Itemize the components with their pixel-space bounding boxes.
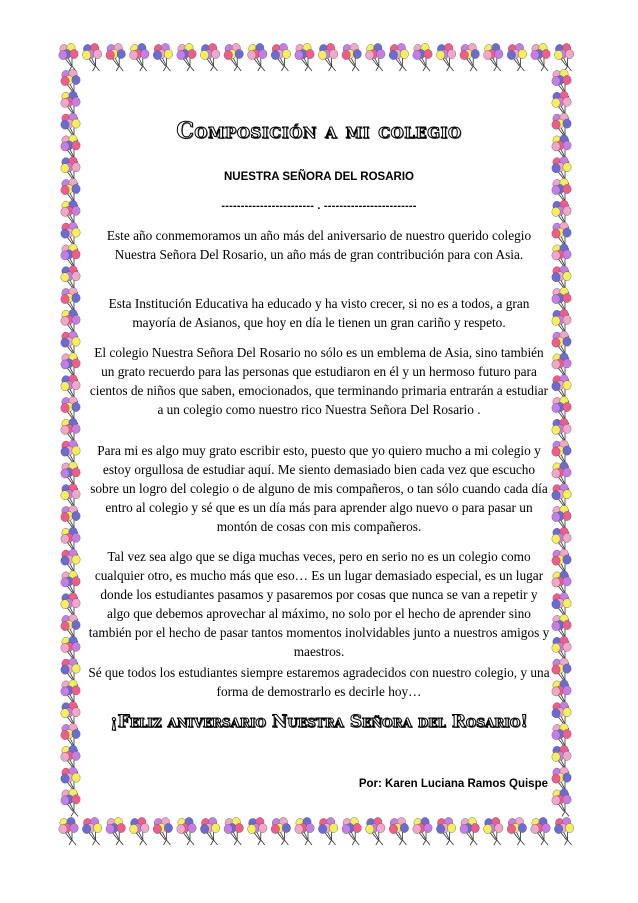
- balloon-bunch-icon: [153, 817, 172, 845]
- balloon-bunch-icon: [413, 43, 432, 71]
- balloon-bunch-icon: [484, 43, 503, 71]
- balloon-bunch-icon: [130, 43, 149, 71]
- paragraph-5: Tal vez sea algo que se diga muchas veces, pero en serio no es un colegio como cualquier otro, es mucho más que eso… Es un lugar demasiado especial, es un lugar donde los estudiantes pasamos y pasaremos por cosas que nunca se van a repetir y algo que debemos aprovechar al máximo, no solo por el hecho de aprender sino también por el hecho de pasar tantos momentos inolvidables junto a nuestros amigos y maestros.: [88, 549, 550, 659]
- balloon-bunch-icon: [342, 43, 361, 71]
- balloon-bunch-icon: [366, 817, 385, 845]
- balloon-bunch-icon: [484, 817, 503, 845]
- balloon-bunch-icon: [61, 789, 80, 817]
- balloon-bunch-icon: [200, 817, 219, 845]
- balloon-bunch-icon: [224, 43, 243, 71]
- balloon-bunch-icon: [436, 43, 455, 71]
- balloon-bunch-icon: [271, 43, 290, 71]
- balloon-bunch-icon: [224, 817, 243, 845]
- balloon-bunch-icon: [59, 43, 78, 71]
- balloon-bunch-icon: [507, 43, 526, 71]
- balloon-bunch-icon: [554, 817, 573, 845]
- balloon-bunch-icon: [248, 43, 267, 71]
- balloon-bunch-icon: [318, 817, 337, 845]
- balloon-bunch-icon: [389, 43, 408, 71]
- balloon-bunch-icon: [106, 817, 125, 845]
- balloon-bunch-icon: [531, 43, 550, 71]
- paragraph-2: Esta Institución Educativa ha educado y ha visto crecer, si no es a todos, a gran mayoría de Asianos, que hoy en día le tienen un gran cariño y respeto.: [108, 296, 530, 330]
- balloon-bunch-icon: [366, 43, 385, 71]
- paragraph-3: El colegio Nuestra Señora Del Rosario no sólo es un emblema de Asia, sino también un grato recuerdo para las personas que estudiaron en él y un hermoso futuro para cientos de niños que saben, emocionados, que terminando primaria entrarán a estudiar a un colegio como nuestro rico Nuestra Señora Del Rosario .: [89, 345, 549, 417]
- balloon-bunch-icon: [295, 43, 314, 71]
- balloon-bunch-icon: [554, 43, 573, 71]
- paragraph-1: Este año conmemoramos un año más del aniversario de nuestro querido colegio Nuestra Señora Del Rosario, un año más de gran contribución para con Asia.: [106, 228, 532, 262]
- balloon-bunch-icon: [82, 43, 101, 71]
- balloon-bunch-icon: [552, 789, 571, 817]
- balloon-bunch-icon: [342, 817, 361, 845]
- subtitle: NUESTRA SEÑORA DEL ROSARIO: [224, 171, 414, 183]
- balloon-bunch-icon: [59, 817, 78, 845]
- separator: ------------------------ . ------------------------: [221, 200, 417, 212]
- balloon-bunch-icon: [177, 817, 196, 845]
- balloon-bunch-icon: [413, 817, 432, 845]
- balloon-bunch-icon: [200, 43, 219, 71]
- balloon-bunch-icon: [389, 817, 408, 845]
- balloon-bunch-icon: [82, 817, 101, 845]
- balloon-bunch-icon: [130, 817, 149, 845]
- balloon-bunch-icon: [436, 817, 455, 845]
- balloon-bunch-icon: [106, 43, 125, 71]
- closing-message: ¡Feliz aniversario Nuestra Señora del Rosario!: [110, 712, 528, 732]
- balloon-bunch-icon: [460, 817, 479, 845]
- author-signature: Por: Karen Luciana Ramos Quispe: [358, 778, 548, 790]
- balloon-bunch-icon: [318, 43, 337, 71]
- balloon-bunch-icon: [295, 817, 314, 845]
- balloon-bunch-icon: [460, 43, 479, 71]
- balloon-bunch-icon: [177, 43, 196, 71]
- balloon-bunch-icon: [507, 817, 526, 845]
- page-title: Composición a mi colegio: [176, 118, 462, 144]
- balloon-bunch-icon: [248, 817, 267, 845]
- paragraph-6: Sé que todos los estudiantes siempre estaremos agradecidos con nuestro colegio, y una forma de demostrarlo es decirle hoy…: [88, 665, 550, 699]
- balloon-bunch-icon: [531, 817, 550, 845]
- balloon-bunch-icon: [153, 43, 172, 71]
- paragraph-4: Para mi es algo muy grato escribir esto, puesto que yo quiero mucho a mi colegio y estoy orgullosa de estudiar aquí. Me siento demasiado bien cada vez que escucho sobre un logro del colegio o de alguno de mis compañeros, o tan sólo cuando cada día entro al colegio y sé que es un día más para aprender algo nuevo o para pasar un montón de cosas con mis compañeros.: [90, 443, 548, 534]
- balloon-bunch-icon: [271, 817, 290, 845]
